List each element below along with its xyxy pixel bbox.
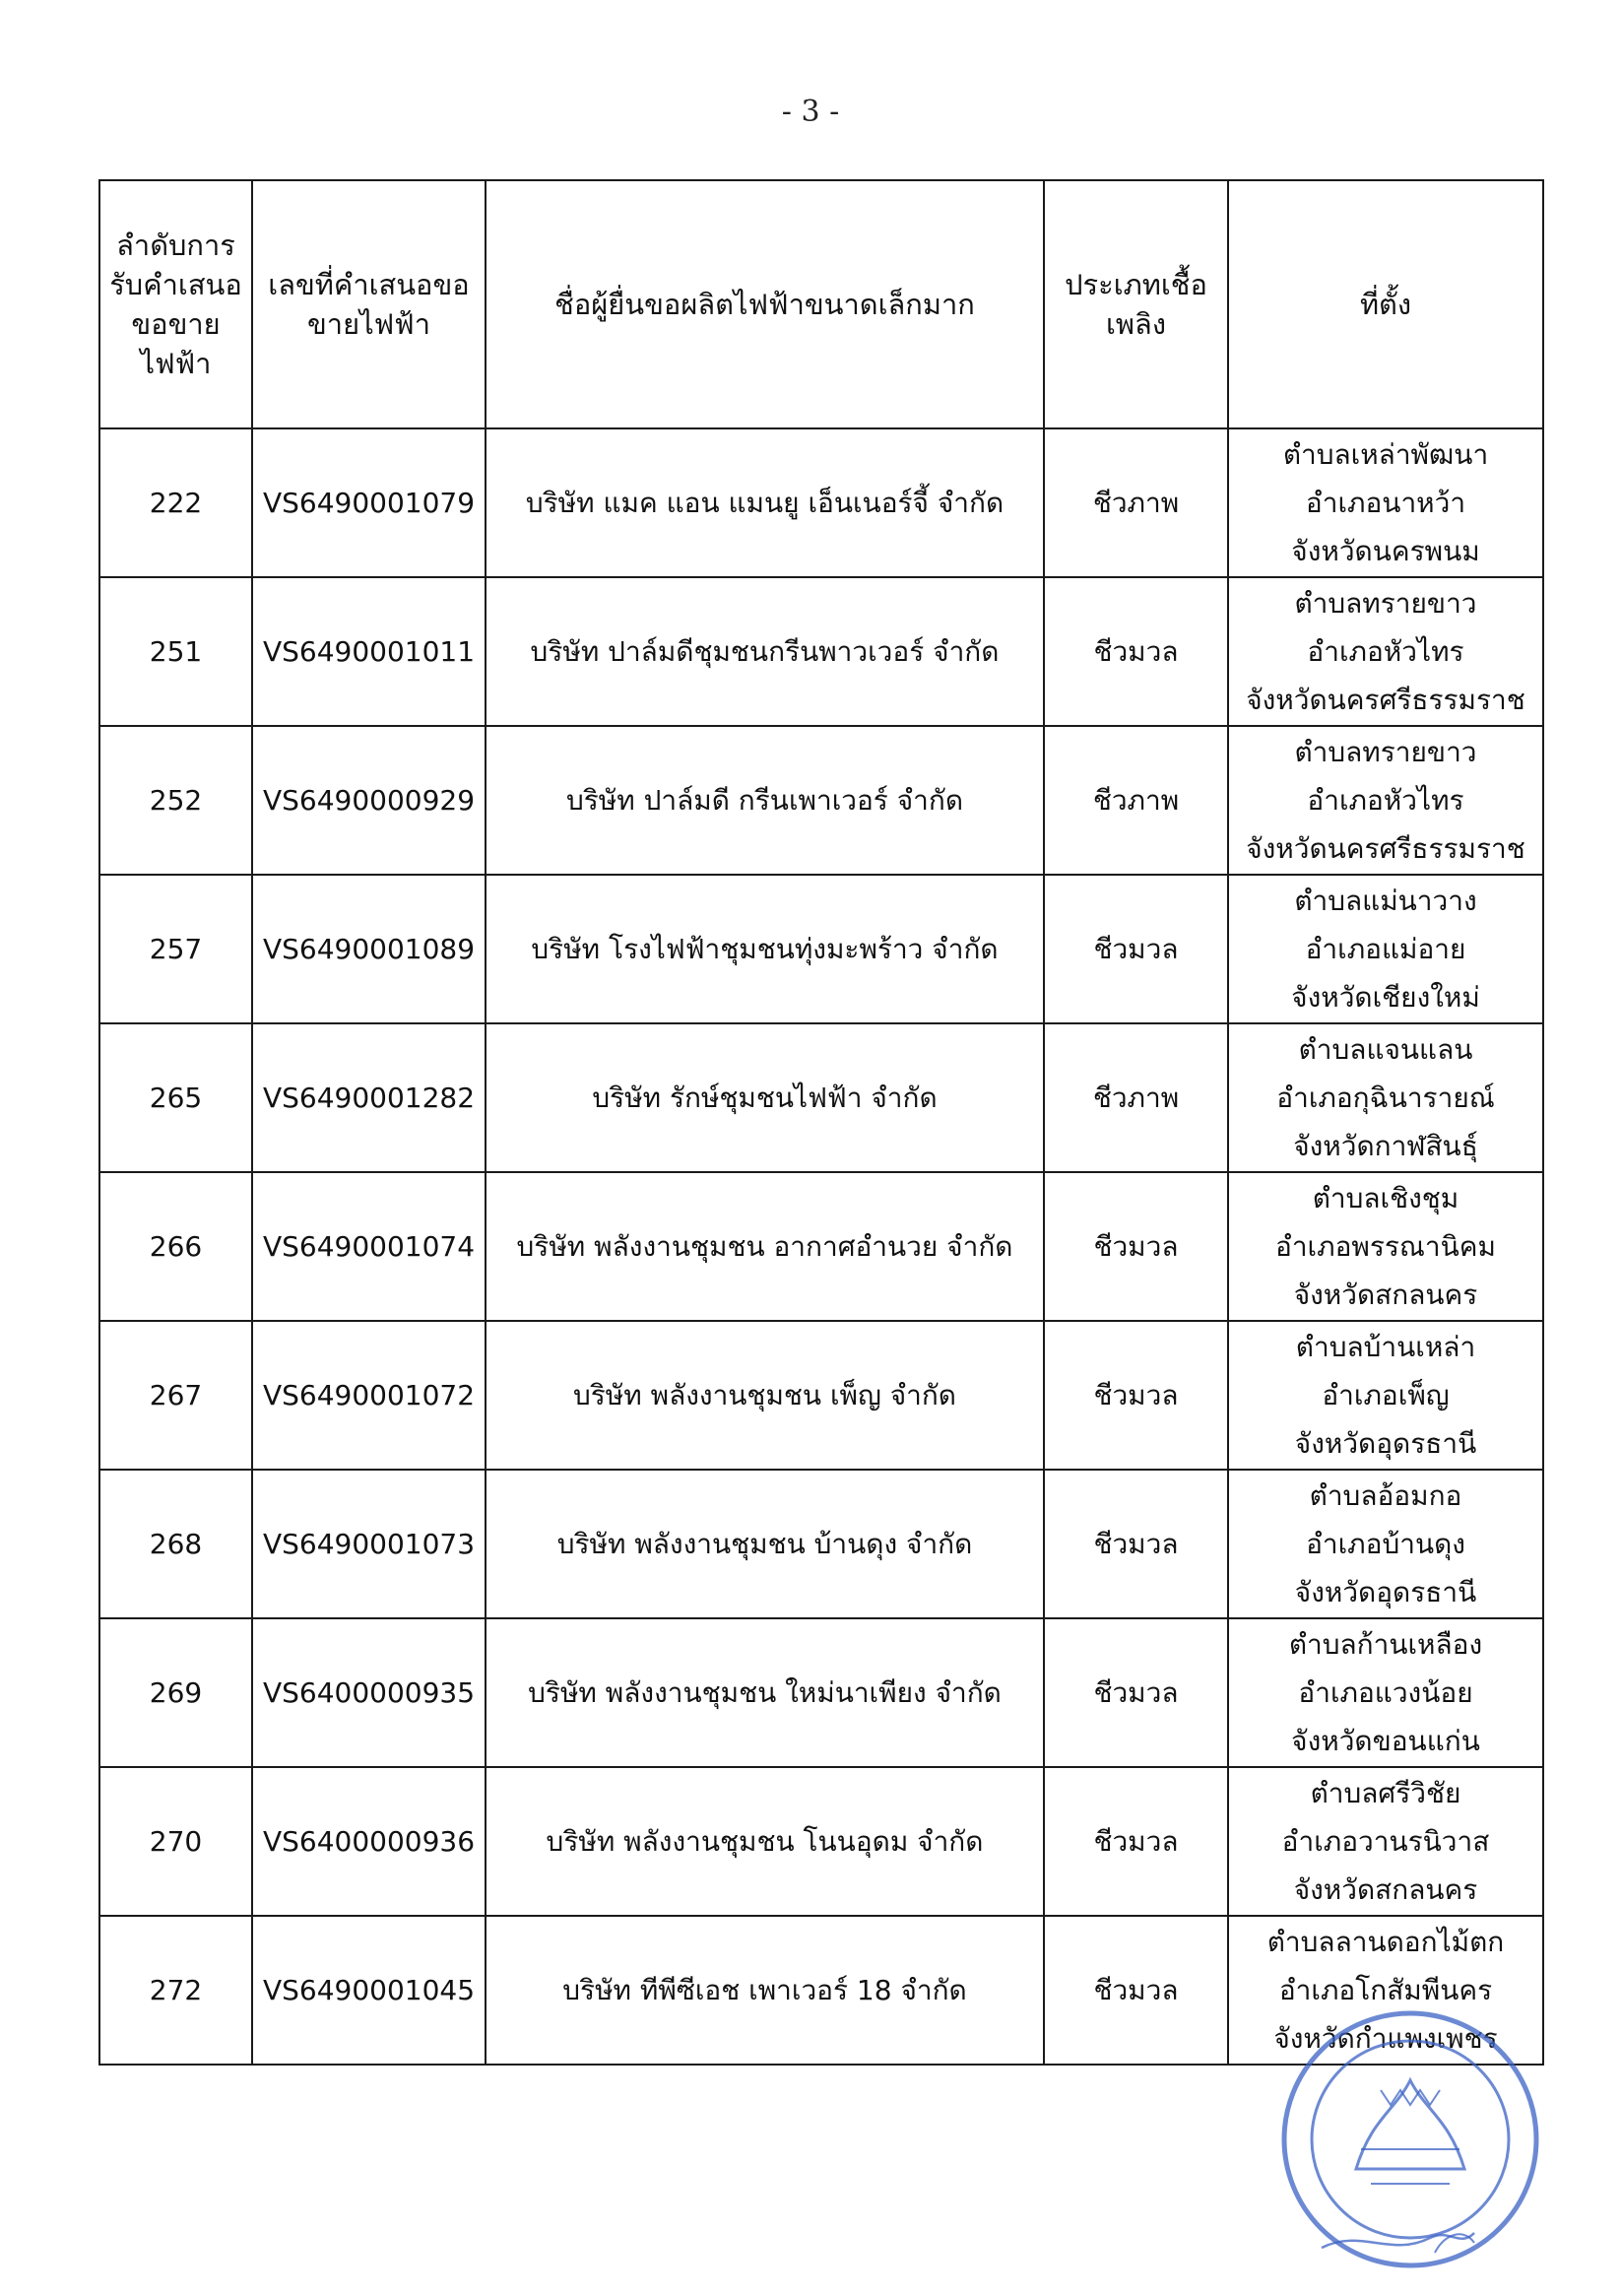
province-text: จังหวัดเชียงใหม่: [1291, 981, 1480, 1014]
applicant-name-cell: บริษัท ทีพีซีเอช เพาเวอร์ 18 จำกัด: [486, 1916, 1044, 2065]
location-cell: [1228, 726, 1543, 875]
table-body: [99, 428, 1543, 2065]
subdistrict-text: ตำบลทรายขาว: [1294, 736, 1477, 768]
applicant-name-cell: บริษัท พลังงานชุมชน ใหม่นาเพียง จำกัด: [486, 1618, 1044, 1767]
province-text: จังหวัดกำแพงเพชร: [1273, 2022, 1498, 2055]
applicant-name-cell: บริษัท พลังงานชุมชน โนนอุดม จำกัด: [486, 1767, 1044, 1916]
province-text: จังหวัดสกลนคร: [1293, 1873, 1478, 1906]
offer-id-cell: VS6490001089: [252, 875, 486, 1023]
subdistrict-text: ตำบลเชิงชุม: [1312, 1182, 1459, 1214]
subdistrict-text: ตำบลเหล่าพัฒนา: [1282, 438, 1489, 471]
applicant-name-cell: บริษัท แมค แอน แมนยู เอ็นเนอร์จี้ จำกัด: [486, 428, 1044, 577]
applicant-name-cell: บริษัท โรงไฟฟ้าชุมชนทุ่งมะพร้าว จำกัด: [486, 875, 1044, 1023]
district-text: อำเภอกุฉินารายณ์: [1276, 1082, 1495, 1114]
table-row: [99, 577, 1543, 726]
order-cell: 252: [99, 726, 252, 875]
district-text: อำเภอโกสัมพีนคร: [1278, 1974, 1493, 2006]
province-text: จังหวัดสกลนคร: [1293, 1279, 1478, 1311]
fuel-type-cell: ชีวมวล: [1044, 1618, 1228, 1767]
order-cell: 269: [99, 1618, 252, 1767]
location-cell: [1228, 1172, 1543, 1321]
location-cell: [1228, 1767, 1543, 1916]
table-row: [99, 1172, 1543, 1321]
table-row: [99, 1618, 1543, 1767]
order-cell: 270: [99, 1767, 252, 1916]
fuel-type-cell: ชีวมวล: [1044, 875, 1228, 1023]
offer-id-cell: VS6490001074: [252, 1172, 486, 1321]
header-location: ที่ตั้ง: [1228, 180, 1543, 428]
header-order: ลำดับการรับคำเสนอขอขายไฟฟ้า: [99, 180, 252, 428]
offer-id-cell: VS6490001011: [252, 577, 486, 726]
district-text: อำเภอนาหว้า: [1305, 487, 1466, 519]
province-text: จังหวัดนครพนม: [1291, 535, 1480, 567]
applicant-name-cell: บริษัท พลังงานชุมชน อากาศอำนวย จำกัด: [486, 1172, 1044, 1321]
applicant-name-cell: บริษัท พลังงานชุมชน เพ็ญ จำกัด: [486, 1321, 1044, 1470]
table-row: [99, 726, 1543, 875]
subdistrict-text: ตำบลลานดอกไม้ตก: [1266, 1926, 1505, 1958]
applicant-name-cell: บริษัท ปาล์มดี กรีนเพาเวอร์ จำกัด: [486, 726, 1044, 875]
offer-id-cell: VS6400000936: [252, 1767, 486, 1916]
order-cell: 266: [99, 1172, 252, 1321]
applicant-name-cell: บริษัท ปาล์มดีชุมชนกรีนพาวเวอร์ จำกัด: [486, 577, 1044, 726]
applicant-name-cell: บริษัท รักษ์ชุมชนไฟฟ้า จำกัด: [486, 1023, 1044, 1172]
header-applicant-name: ชื่อผู้ยื่นขอผลิตไฟฟ้าขนาดเล็กมาก: [486, 180, 1044, 428]
order-cell: 272: [99, 1916, 252, 2065]
district-text: อำเภอวานรนิวาส: [1281, 1825, 1490, 1858]
fuel-type-cell: ชีวภาพ: [1044, 1023, 1228, 1172]
fuel-type-cell: ชีวภาพ: [1044, 428, 1228, 577]
header-offer-id: เลขที่คำเสนอขอขายไฟฟ้า: [252, 180, 486, 428]
table-row: [99, 1023, 1543, 1172]
subdistrict-text: ตำบลศรีวิชัย: [1310, 1777, 1461, 1809]
table-row: [99, 428, 1543, 577]
header-fuel-type: ประเภทเชื้อเพลิง: [1044, 180, 1228, 428]
offer-id-cell: VS6490001045: [252, 1916, 486, 2065]
province-text: จังหวัดนครศรีธรรมราช: [1246, 684, 1525, 716]
district-text: อำเภอหัวไทร: [1307, 635, 1464, 668]
location-cell: [1228, 875, 1543, 1023]
location-cell: [1228, 1470, 1543, 1618]
location-cell: [1228, 428, 1543, 577]
province-text: จังหวัดอุดรธานี: [1294, 1576, 1477, 1608]
province-text: จังหวัดอุดรธานี: [1294, 1427, 1477, 1460]
table-header-row: [99, 180, 1543, 428]
subdistrict-text: ตำบลอ้อมกอ: [1309, 1479, 1462, 1512]
table-row: [99, 1321, 1543, 1470]
fuel-type-cell: ชีวภาพ: [1044, 726, 1228, 875]
order-cell: 257: [99, 875, 252, 1023]
order-cell: 265: [99, 1023, 252, 1172]
fuel-type-cell: ชีวมวล: [1044, 1172, 1228, 1321]
offer-id-cell: VS6490001282: [252, 1023, 486, 1172]
order-cell: 251: [99, 577, 252, 726]
province-text: จังหวัดนครศรีธรรมราช: [1246, 832, 1525, 865]
fuel-type-cell: ชีวมวล: [1044, 1470, 1228, 1618]
applicant-table: [98, 179, 1544, 2066]
district-text: อำเภอเพ็ญ: [1322, 1379, 1450, 1411]
page-number: - 3 -: [781, 95, 840, 129]
district-text: อำเภอแวงน้อย: [1298, 1676, 1473, 1709]
offer-id-cell: VS6490001073: [252, 1470, 486, 1618]
fuel-type-cell: ชีวมวล: [1044, 1767, 1228, 1916]
fuel-type-cell: ชีวมวล: [1044, 577, 1228, 726]
subdistrict-text: ตำบลบ้านเหล่า: [1295, 1331, 1476, 1363]
offer-id-cell: VS6400000935: [252, 1618, 486, 1767]
fuel-type-cell: ชีวมวล: [1044, 1916, 1228, 2065]
subdistrict-text: ตำบลแจนแลน: [1298, 1033, 1473, 1066]
subdistrict-text: ตำบลแม่นาวาง: [1294, 885, 1477, 917]
subdistrict-text: ตำบลทรายขาว: [1294, 587, 1477, 620]
order-cell: 267: [99, 1321, 252, 1470]
offer-id-cell: VS6490001079: [252, 428, 486, 577]
district-text: อำเภอบ้านดุง: [1306, 1528, 1465, 1560]
applicant-name-cell: บริษัท พลังงานชุมชน บ้านดุง จำกัด: [486, 1470, 1044, 1618]
official-seal-stamp: [1263, 2001, 1548, 2287]
province-text: จังหวัดกาฬสินธุ์: [1293, 1130, 1478, 1162]
order-cell: 222: [99, 428, 252, 577]
location-cell: [1228, 1321, 1543, 1470]
offer-id-cell: VS6490000929: [252, 726, 486, 875]
district-text: อำเภอแม่อาย: [1305, 933, 1466, 965]
subdistrict-text: ตำบลก้านเหลือง: [1288, 1628, 1483, 1661]
table-row: [99, 1767, 1543, 1916]
district-text: อำเภอพรรณานิคม: [1275, 1230, 1496, 1263]
district-text: อำเภอหัวไทร: [1307, 784, 1464, 817]
fuel-type-cell: ชีวมวล: [1044, 1321, 1228, 1470]
location-cell: [1228, 1023, 1543, 1172]
province-text: จังหวัดขอนแก่น: [1291, 1725, 1480, 1757]
order-cell: 268: [99, 1470, 252, 1618]
location-cell: [1228, 577, 1543, 726]
offer-id-cell: VS6490001072: [252, 1321, 486, 1470]
table-row: [99, 875, 1543, 1023]
table-row: [99, 1470, 1543, 1618]
location-cell: [1228, 1618, 1543, 1767]
